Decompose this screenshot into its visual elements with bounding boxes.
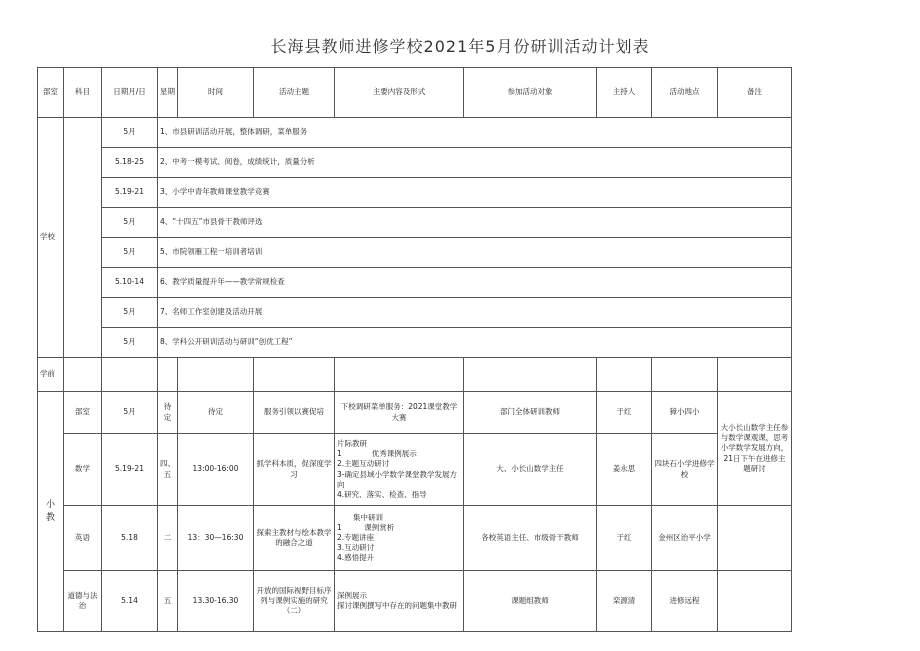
subject-cell: 道德与法治 (64, 571, 102, 632)
table-row (38, 208, 792, 238)
content-line: 2.专题讲座 (337, 532, 375, 542)
header-cell: 科目 (64, 68, 102, 118)
table-row (38, 148, 792, 178)
content-cell: 2、中考一模考试、阅卷，成绩统计，质量分析 (158, 148, 792, 178)
note-cell: 大小长山数学主任参与数学课观课，思考小学数学发展方向，21日下午在进修主题研讨 (718, 392, 792, 506)
header-cell: 活动主题 (254, 68, 335, 118)
empty-cell (178, 358, 254, 392)
department-cell-preschool: 学前 (38, 358, 64, 392)
empty-cell (254, 358, 335, 392)
participants-cell: 课题组教师 (464, 571, 597, 632)
host-cell: 栾源清 (597, 571, 652, 632)
date-cell: 5月 (102, 298, 158, 328)
content-cell: 1、市县研训活动开展，整体调研，菜单服务 (158, 118, 792, 148)
empty-cell (597, 358, 652, 392)
page-title: 长海县教师进修学校2021年5月份研训活动计划表 (270, 37, 650, 56)
header-cell: 主要内容及形式 (335, 68, 464, 118)
content-cell (335, 434, 464, 506)
location-cell: 獐小四小 (652, 392, 718, 434)
content-cell: 3、小学中青年教师课堂教学竞赛 (158, 178, 792, 208)
table-row (38, 118, 792, 148)
content-line: 4.研究、落实、检查、指导 (337, 489, 427, 499)
date-cell: 5月 (102, 392, 158, 434)
header-cell: 时间 (178, 68, 254, 118)
table-row (38, 571, 792, 632)
table-row (38, 506, 792, 571)
host-cell: 姜永思 (597, 434, 652, 506)
header-row (38, 68, 792, 118)
content-line: 3.互动研讨 (337, 543, 375, 553)
content-line: 2.主题互动研讨 (337, 459, 390, 469)
header-cell: 参加活动对象 (464, 68, 597, 118)
empty-cell (64, 358, 102, 392)
content-line: 探讨课例撰写中存在的问题集中教研 (337, 601, 457, 610)
table-row (38, 434, 792, 506)
location-cell: 四块石小学进修学校 (652, 434, 718, 506)
content-line: 片际教研 (337, 439, 367, 449)
subject-cell: 英语 (64, 506, 102, 571)
table-row (38, 268, 792, 298)
date-cell: 5.19-21 (102, 434, 158, 506)
content-cell: 4、“十四五”市县骨干教师评选 (158, 208, 792, 238)
weekday-cell: 二 (158, 506, 178, 571)
header-cell: 部室 (38, 68, 64, 118)
activity-plan-table (37, 67, 792, 632)
header-cell: 主持人 (597, 68, 652, 118)
participants-cell: 大、小长山数学主任 (464, 434, 597, 506)
content-cell (335, 571, 464, 632)
weekday-cell: 四、 五 (158, 434, 178, 506)
date-cell: 5.14 (102, 571, 158, 632)
content-line: 集中研训 (353, 512, 383, 522)
header-cell: 备注 (718, 68, 792, 118)
content-cell: 7、名师工作室创建及活动开展 (158, 298, 792, 328)
table-row-preschool (38, 358, 792, 392)
content-line: 1 优秀课例展示 (337, 449, 417, 459)
subject-cell: 部室 (64, 392, 102, 434)
table-row (38, 178, 792, 208)
location-cell: 进修远程 (652, 571, 718, 632)
table-row (38, 238, 792, 268)
note-cell (718, 571, 792, 632)
date-cell: 5.19-21 (102, 178, 158, 208)
participants-cell: 部门全体研训教师 (464, 392, 597, 434)
content-line: 下校调研菜单服务：2021课堂教学大赛 (340, 402, 458, 422)
table-row (38, 328, 792, 358)
subject-cell: 数学 (64, 434, 102, 506)
subject-cell-empty (64, 118, 102, 358)
content-cell (335, 392, 464, 434)
content-cell: 5、市院领雁工程一培训者培训 (158, 238, 792, 268)
department-cell-school: 学校 (38, 118, 64, 358)
table-row (38, 392, 792, 434)
header-cell: 活动地点 (652, 68, 718, 118)
date-cell: 5.18-25 (102, 148, 158, 178)
date-cell: 5月 (102, 118, 158, 148)
host-cell: 于红 (597, 392, 652, 434)
content-cell: 8、学科公开研训活动与研训“创优工程” (158, 328, 792, 358)
content-line: 1 课例赏析 (337, 522, 395, 532)
date-cell: 5月 (102, 328, 158, 358)
content-cell: 6、教学质量提升年——教学常规检查 (158, 268, 792, 298)
empty-cell (158, 358, 178, 392)
department-cell-primary: 小 教 (38, 392, 64, 632)
host-cell: 于红 (597, 506, 652, 571)
time-cell: 13：30—16:30 (178, 506, 254, 571)
header-cell: 日期月/日 (102, 68, 158, 118)
time-cell: 13:00-16:00 (178, 434, 254, 506)
header-cell: 星期 (158, 68, 178, 118)
theme-cell: 服务引领以赛促培 (254, 392, 335, 434)
weekday-cell: 五 (158, 571, 178, 632)
location-cell: 金州区治平小学 (652, 506, 718, 571)
date-cell: 5月 (102, 208, 158, 238)
empty-cell (464, 358, 597, 392)
table-row (38, 298, 792, 328)
theme-cell: 抓学科本质，促深度学习 (254, 434, 335, 506)
theme-cell: 探索主教材与绘本教学的融合之道 (254, 506, 335, 571)
participants-cell: 各校英语主任、市级骨干教师 (464, 506, 597, 571)
content-line: 深例展示 (337, 590, 367, 600)
date-cell: 5.18 (102, 506, 158, 571)
content-line: 3-确定县域小学数学课堂教学发展方向 (337, 469, 457, 489)
date-cell: 5月 (102, 238, 158, 268)
note-cell (718, 506, 792, 571)
empty-cell (102, 358, 158, 392)
empty-cell (335, 358, 464, 392)
time-cell: 待定 (178, 392, 254, 434)
date-cell: 5.10-14 (102, 268, 158, 298)
empty-cell (718, 358, 792, 392)
weekday-cell: 待 定 (158, 392, 178, 434)
empty-cell (652, 358, 718, 392)
content-line: 4.感悟提升 (337, 553, 375, 563)
time-cell: 13.30-16.30 (178, 571, 254, 632)
theme-cell: 开放的国际视野目标序列与课例实施的研究（二） (254, 571, 335, 632)
content-cell (335, 506, 464, 571)
